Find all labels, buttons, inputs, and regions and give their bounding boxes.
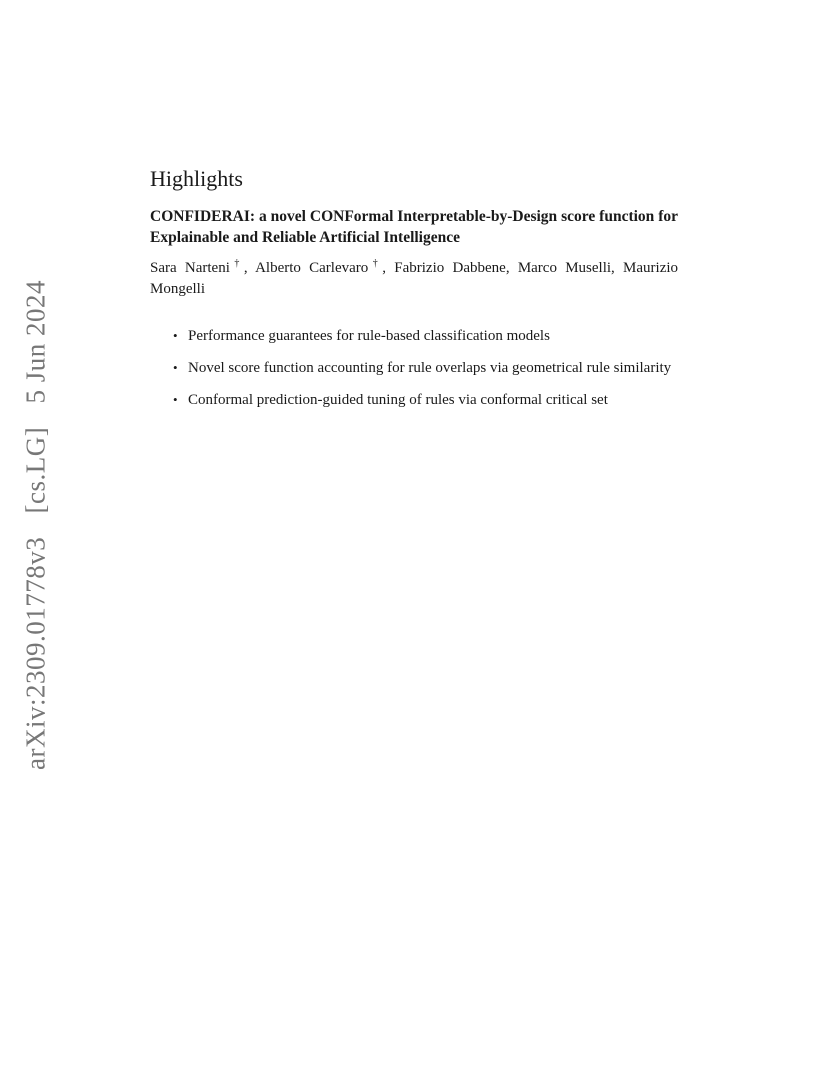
highlight-text: Conformal prediction-guided tuning of rules via conformal critical set — [188, 392, 608, 408]
author-name: Sara Narteni — [150, 260, 230, 276]
author-mark: † — [368, 258, 383, 269]
bullet-icon: • — [173, 328, 178, 343]
arxiv-id: arXiv:2309.01778v3 — [20, 536, 51, 770]
highlight-item — [173, 326, 678, 346]
highlight-item — [173, 390, 678, 410]
highlight-text: Novel score function accounting for rule overlaps via geometrical rule similarity — [188, 360, 672, 376]
arxiv-date: 5 Jun 2024 — [20, 280, 51, 404]
arxiv-category: [cs.LG] — [20, 426, 51, 514]
highlights-heading: Highlights — [150, 166, 243, 191]
author-name: Marco Muselli — [517, 260, 612, 276]
bullet-icon: • — [173, 392, 178, 407]
author-mark: † — [229, 258, 244, 269]
highlights-section — [150, 164, 678, 422]
highlight-list — [150, 326, 678, 410]
author-name: Alberto Carlevaro — [255, 260, 369, 276]
arxiv-identifier-stamp — [21, 280, 52, 770]
bullet-icon: • — [173, 360, 178, 375]
author-name: Fabrizio Dabbene — [394, 260, 506, 276]
author-list: Sara Narteni†, Alberto Carlevaro†, Fabrizio Dabbene, Marco Muselli, Maurizio Mongelli — [150, 258, 679, 297]
paper-title: CONFIDERAI: a novel CONFormal Interpretable-by-Design score function for Explainable and Reliable Artificial Intelligence — [150, 208, 678, 246]
highlight-item — [173, 358, 678, 378]
highlight-text: Performance guarantees for rule-based classification models — [188, 328, 550, 344]
author-name: Maurizio Mongelli — [150, 260, 679, 297]
